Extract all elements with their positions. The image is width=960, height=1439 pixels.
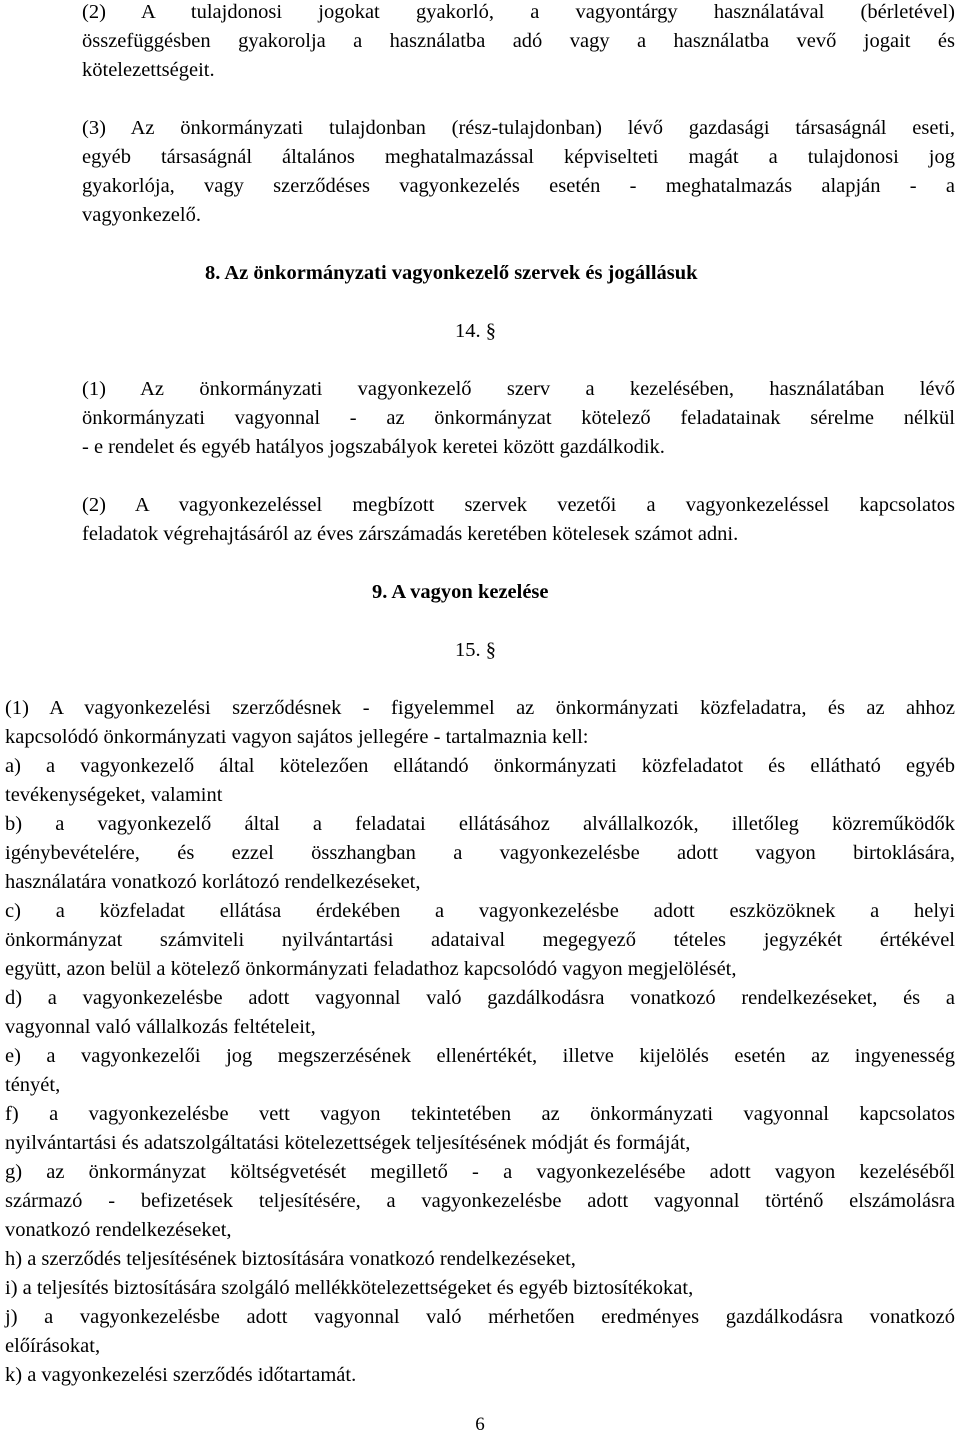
text-line: vagyonkezelő.	[82, 204, 201, 226]
text-line: önkormányzat számviteli nyilvántartási adataival megegyező tételes jegyzékét értékével	[5, 929, 955, 951]
text-line: vonatkozó rendelkezéseket,	[5, 1219, 232, 1241]
text-line: származó - befizetések teljesítésére, a vagyonkezelésbe adott vagyonnal történő elszámolásra	[5, 1190, 955, 1212]
text-line: vagyonnal való vállalkozás feltételeit,	[5, 1016, 316, 1038]
list-item-c: c) a közfeladat ellátása érdekében a vagyonkezelésbe adott eszközöknek a helyi	[5, 900, 955, 922]
list-item-k: k) a vagyonkezelési szerződés időtartamát.	[5, 1364, 357, 1386]
text-line: (1) A vagyonkezelési szerződésnek - figyelemmel az önkormányzati közfeladatra, és az ahhoz	[5, 697, 955, 719]
text-line: (2) A vagyonkezeléssel megbízott szervek vezetői a vagyonkezeléssel kapcsolatos	[82, 494, 955, 516]
text-line: önkormányzati vagyonnal - az önkormányzat kötelező feladatainak sérelme nélkül	[82, 407, 955, 429]
text-line: előírásokat,	[5, 1335, 101, 1357]
list-item-j: j) a vagyonkezelésbe adott vagyonnal való mérhetően eredményes gazdálkodásra vonatkozó	[5, 1306, 955, 1328]
text-line: együtt, azon belül a kötelező önkormányzati feladathoz kapcsolódó vagyon megjelölését,	[5, 958, 737, 980]
text-line: használatára vonatkozó korlátozó rendelkezéseket,	[5, 871, 421, 893]
text-line: egyéb társaságnál általános meghatalmazással képviselteti magát a tulajdonosi jog	[82, 146, 955, 168]
text-line: tényét,	[5, 1074, 61, 1096]
text-line: összefüggésben gyakorolja a használatba adó vagy a használatba vevő jogait és	[82, 30, 955, 52]
paragraph-number-value: 14.	[455, 320, 481, 342]
list-item-h: h) a szerződés teljesítésének biztosítására vonatkozó rendelkezéseket,	[5, 1248, 576, 1270]
text-line: igénybevételére, és ezzel összhangban a vagyonkezelésbe adott vagyon birtoklására,	[5, 842, 955, 864]
page-number: 6	[475, 1414, 485, 1435]
text-line: kötelezettségeit.	[82, 59, 215, 81]
list-item-d: d) a vagyonkezelésbe adott vagyonnal való gazdálkodásra vonatkozó rendelkezéseket, és a	[5, 987, 955, 1009]
list-item-i: i) a teljesítés biztosítására szolgáló mellékkötelezettségeket és egyéb biztosítékokat,	[5, 1277, 694, 1299]
section-heading: 9. A vagyon kezelése	[372, 581, 549, 603]
text-line: kapcsolódó önkormányzati vagyon sajátos jellegére - tartalmaznia kell:	[5, 726, 589, 748]
list-item-b: b) a vagyonkezelő által a feladatai ellátásához alvállalkozók, illetőleg közreműködők	[5, 813, 955, 835]
paragraph-number: 14. §	[455, 320, 496, 342]
list-item-f: f) a vagyonkezelésbe vett vagyon tekintetében az önkormányzati vagyonnal kapcsolatos	[5, 1103, 955, 1125]
text-line: - e rendelet és egyéb hatályos jogszabályok keretei között gazdálkodik.	[82, 436, 665, 458]
list-item-e: e) a vagyonkezelői jog megszerzésének ellenértékét, illetve kijelölés esetén az ingyenesség	[5, 1045, 955, 1067]
text-line: (2) A tulajdonosi jogokat gyakorló, a vagyontárgy használatával (bérletével)	[82, 1, 955, 23]
text-line: tevékenységeket, valamint	[5, 784, 223, 806]
text-line: feladatok végrehajtásáról az éves zárszámadás keretében kötelesek számot adni.	[82, 523, 739, 545]
paragraph-number: 15. §	[455, 639, 496, 661]
list-item-a: a) a vagyonkezelő által kötelezően ellátandó önkormányzati közfeladatot és ellátható egyéb	[5, 755, 955, 777]
list-item-g: g) az önkormányzat költségvetését megillető - a vagyonkezelésébe adott vagyon kezeléséből	[5, 1161, 955, 1183]
text-line: (1) Az önkormányzati vagyonkezelő szerv a kezelésében, használatában lévő	[82, 378, 955, 400]
text-line: (3) Az önkormányzati tulajdonban (rész-tulajdonban) lévő gazdasági társaságnál eseti,	[82, 117, 955, 139]
paragraph-number-value: 15.	[455, 639, 481, 661]
text-line: gyakorlója, vagy szerződéses vagyonkezelés esetén - meghatalmazás alapján - a	[82, 175, 955, 197]
section-heading: 8. Az önkormányzati vagyonkezelő szervek és jogállásuk	[205, 262, 698, 284]
text-line: nyilvántartási és adatszolgáltatási kötelezettségek teljesítésének módját és formáját,	[5, 1132, 691, 1154]
